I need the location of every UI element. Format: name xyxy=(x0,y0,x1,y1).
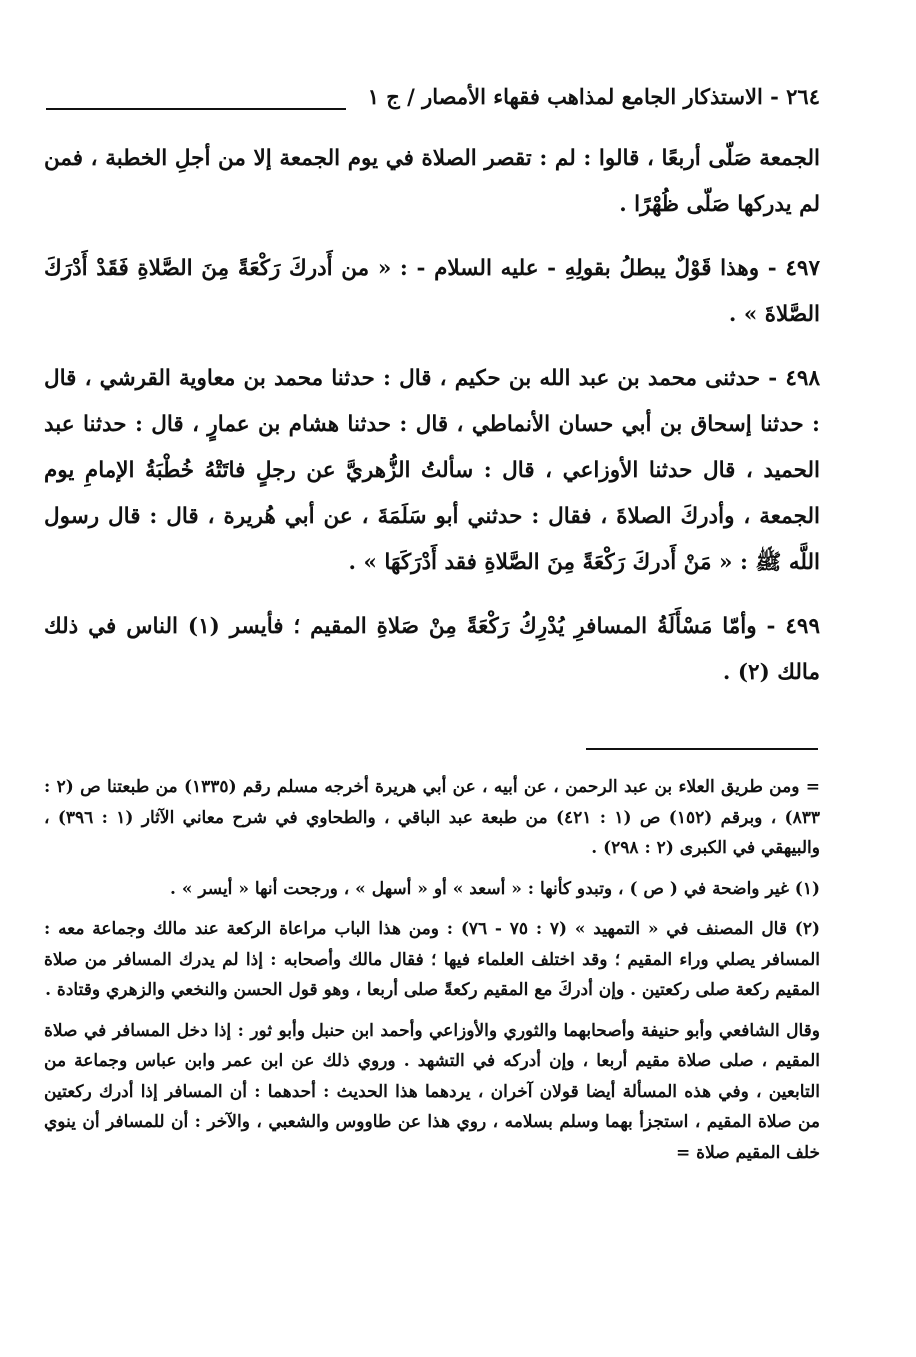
running-header: ٢٦٤ - الاستذكار الجامع لمذاهب فقهاء الأمصار / ج ١ xyxy=(367,84,820,109)
footnote-1: (١) غير واضحة في ( ص ) ، وتبدو كأنها : « أسعد » أو « أسهل » ، ورجحت أنها « أيسر » . xyxy=(170,878,820,899)
footnote-continuation: = ومن طريق العلاء بن عبد الرحمن ، عن أبيه ، عن أبي هريرة أخرجه مسلم رقم (١٣٣٥) من طبعتنا ص (٢ : ٨٣٣) ، وبرقم (١٥٢) ص (١ : ٤٢١) من طبعة عبد الباقي ، والطحاوي في شرح معاني الآثار (١ : ٣٩٦) ، والبيهقي في الكبرى (٢ : ٢٩٨) . xyxy=(44,777,820,858)
main-text xyxy=(44,136,820,696)
paragraph-497: ٤٩٧ - وهذا قَوْلٌ يبطلُ بقولِهِ - عليه السلام - : « من أَدركَ رَكْعَةً مِنَ الصَّلاةِ فَقَدْ أَدْرَكَ الصَّلاةَ » . xyxy=(44,256,820,327)
footnote-rule xyxy=(586,748,818,750)
footnotes xyxy=(44,772,820,1168)
footnote-2: (٢) قال المصنف في « التمهيد » (٧ : ٧٥ - ٧٦) : ومن هذا الباب مراعاة الركعة عند مالك وجماعة معه : المسافر يصلي وراء المقيم ؛ وقد اختلف العلماء فيها ؛ فقال مالك وأصحابه : إذا لم يدرك المسافر من صلاة المقيم ركعة صلى ركعتين . وإن أدركَ مع المقيم ركعةً صلى أربعا ، وهو قول الحسن والنخعي والزهري وقتادة . xyxy=(44,919,820,1000)
footnote-2-continued: وقال الشافعي وأبو حنيفة وأصحابهما والثوري والأوزاعي وأحمد ابن حنبل وأبو ثور : إذا دخل المسافر في صلاة المقيم ، صلى صلاة مقيم أربعا ، وإن أدركه في التشهد . وروي ذلك عن ابن عمر وابن عباس وجماعة من التابعين ، وفي هذه المسألة أيضا قولان آخران ، يردهما هذا الحديث : أحدهما : أن المسافر إذا أدرك ركعتين من صلاة المقيم ، استجزأ بهما وسلم بسلامه ، روي هذا عن طاووس والشعبي ، والآخر : أن للمسافر أن ينوي خلف المقيم صلاة = xyxy=(44,1020,821,1163)
header-rule xyxy=(46,108,346,110)
paragraph-498: ٤٩٨ - حدثنى محمد بن عبد الله بن حكيم ، قال : حدثنا محمد بن معاوية القرشي ، قال : حدثنا إسحاق بن أبي حسان الأنماطي ، قال : حدثنا هشام بن عمارٍ ، قال : حدثنا عبد الحميد ، قال حدثنا الأوزاعي ، قال : سألتُ الزُّهريَّ عن رجلٍ فاتَتْهُ خُطْبَةُ الإمامِ يوم الجمعة ، وأدركَ الصلاةَ ، فقال : حدثني أبو سَلَمَةَ ، عن أبي هُريرة ، قال : قال رسول اللَّه ﷺ : « مَنْ أَدركَ رَكْعَةً مِنَ الصَّلاةِ فقد أَدْرَكَهَا » . xyxy=(44,366,820,575)
paragraph-499: ٤٩٩ - وأمّا مَسْأَلَةُ المسافرِ يُدْرِكُ رَكْعَةً مِنْ صَلاةِ المقيم ؛ فأيسر (١) الناس في ذلك مالك (٢) . xyxy=(44,614,820,685)
paragraph-continuation: الجمعة صَلّى أربعًا ، قالوا : لم : تقصر الصلاة في يوم الجمعة إلا من أجلِ الخطبة ، فمن لم يدركها صَلّى ظُهْرًا . xyxy=(44,146,820,217)
